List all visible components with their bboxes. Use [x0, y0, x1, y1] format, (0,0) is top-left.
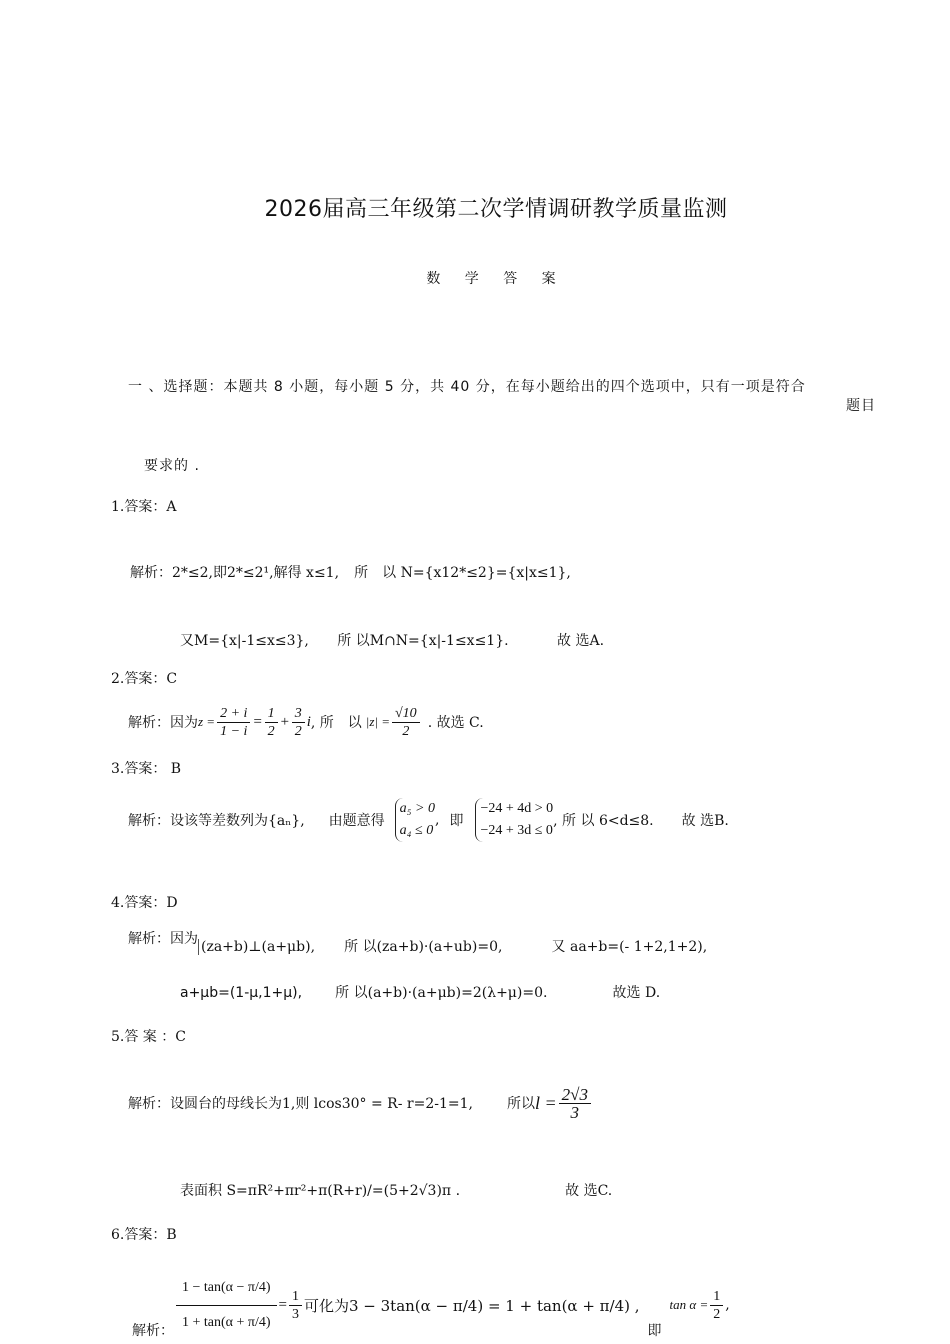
q4-label: 解析：因为	[128, 931, 198, 947]
q6-label: 解析：	[132, 1323, 174, 1339]
q3-system-2: −24 + 4d > 0 −24 + 3d ≤ 0	[475, 798, 553, 842]
q2-fraction-3: $\frac{3}{2}$	[292, 705, 305, 740]
q1-analysis-line2	[180, 630, 604, 650]
q5-analysis-line1	[128, 1076, 593, 1130]
section-heading-tail: 题目	[846, 398, 876, 414]
q5-l-var: l =	[534, 1092, 557, 1113]
q3-comma: ,	[435, 812, 440, 828]
q6-ji: 即	[647, 1323, 662, 1339]
q4-perp: (za+b)⊥(a+μb),	[198, 939, 315, 955]
q2-label: 解析：因为	[128, 715, 198, 731]
section-heading: 一 、选择题：本题共 8 小题，每小题 5 分，共 40 分，在每小题给出的四个选项中，只有一项是符合	[128, 379, 806, 395]
q5-text: 设圆台的母线长为1,则 lcos30° = R- r=2-1=1,	[170, 1096, 473, 1112]
q3-label: 解析：设该等差数列为{aₙ},	[128, 813, 305, 829]
q6-fraction-third: $\frac{1}{3}$	[289, 1288, 302, 1323]
page-title: 2026届高三年级第二次学情调研教学质量监测	[264, 197, 728, 222]
q2-abs: |z| =	[365, 714, 390, 729]
q2-fraction-1: $\frac{2 + i}{1 - i}$	[217, 705, 250, 740]
q2-so: , 所 以	[310, 715, 362, 731]
q1-analysis-line1	[130, 562, 571, 582]
q6-fraction-half: $\frac{1}{2}$	[710, 1288, 723, 1323]
q2-fraction-4: $\frac{√10}{2}$	[392, 705, 420, 740]
q4-analysis-line1	[128, 928, 708, 955]
q3-ji: 即	[449, 813, 464, 829]
q6-transform: 可化为3 − 3tan(α − π/4) = 1 + tan(α + π/4) ,	[303, 1296, 640, 1315]
q4-dot-product: 所 以(za+b)·(a+ub)=0,	[344, 939, 503, 955]
q4-vector: a+μb=(1-μ,1+μ),	[180, 985, 303, 1001]
q2-z: z =	[198, 714, 216, 729]
q2-choice: . 故选 C.	[427, 715, 484, 731]
q3-system-1: a₅ > 0 a₄ ≤ 0	[395, 798, 435, 842]
q6-equals: =	[278, 1296, 287, 1313]
q5-answer: 5.答 案 ：C	[111, 1029, 186, 1045]
q3-choice: 故 选B.	[681, 813, 729, 829]
q4-dot-result: 所 以(a+b)·(a+μb)=2(λ+μ)=0.	[335, 985, 548, 1001]
q4-vector-sum: 又 aa+b=(- 1+2,1+2),	[551, 939, 708, 955]
q2-answer: 2.答案：C	[111, 671, 178, 687]
q6-analysis	[132, 1266, 730, 1344]
q6-end: ,	[725, 1297, 730, 1313]
q6-answer: 6.答案：B	[111, 1227, 177, 1243]
q2-i: i	[306, 713, 311, 730]
q2-equals: =	[252, 713, 263, 730]
q1-label: 解析：	[130, 565, 172, 581]
q2-plus: +	[279, 713, 290, 730]
page-subtitle: 数 学 答 案	[426, 271, 566, 287]
q1-text-a: 2*≤2,即2*≤2¹,解得 x≤1,	[172, 565, 340, 581]
q6-tan: tan α =	[669, 1297, 709, 1312]
q4-answer: 4.答案：D	[111, 895, 178, 911]
q3-result: , 所 以 6<d≤8.	[553, 813, 654, 829]
q4-analysis-line2	[180, 982, 660, 1002]
q5-fraction: $\frac{2√3}{3}$	[559, 1086, 591, 1121]
q3-condition: 由题意得	[328, 813, 385, 829]
q3-answer: 3.答案： B	[111, 761, 182, 777]
q3-analysis	[128, 794, 729, 846]
section-heading-line2: 要求的 .	[144, 458, 200, 474]
q1-set-m: 又M={x|-1≤x≤3},	[180, 633, 309, 649]
q2-fraction-2: $\frac{1}{2}$	[265, 705, 278, 740]
q1-choice: 故 选A.	[557, 633, 605, 649]
q5-label: 解析：	[128, 1096, 170, 1112]
q5-choice: 故 选C.	[565, 1183, 613, 1199]
q6-big-fraction: $\frac{1 - \tan(\alpha - \pi/4)}{1 + \tan(\alpha + \pi/4)}$	[176, 1271, 277, 1340]
q5-surface-area: 表面积 S=πR²+πr²+π(R+r)/=(5+2√3)π .	[180, 1183, 461, 1199]
q4-choice: 故选 D.	[612, 985, 661, 1001]
q1-intersection: 所 以M∩N={x|-1≤x≤1}.	[337, 633, 509, 649]
q2-analysis	[128, 700, 484, 744]
q5-analysis-line2	[180, 1180, 612, 1200]
q1-answer: 1.答案：A	[111, 499, 177, 515]
q5-so: 所以	[506, 1096, 535, 1112]
q1-text-b: 所 以 N={x12*≤2}={x|x≤1},	[354, 565, 571, 581]
